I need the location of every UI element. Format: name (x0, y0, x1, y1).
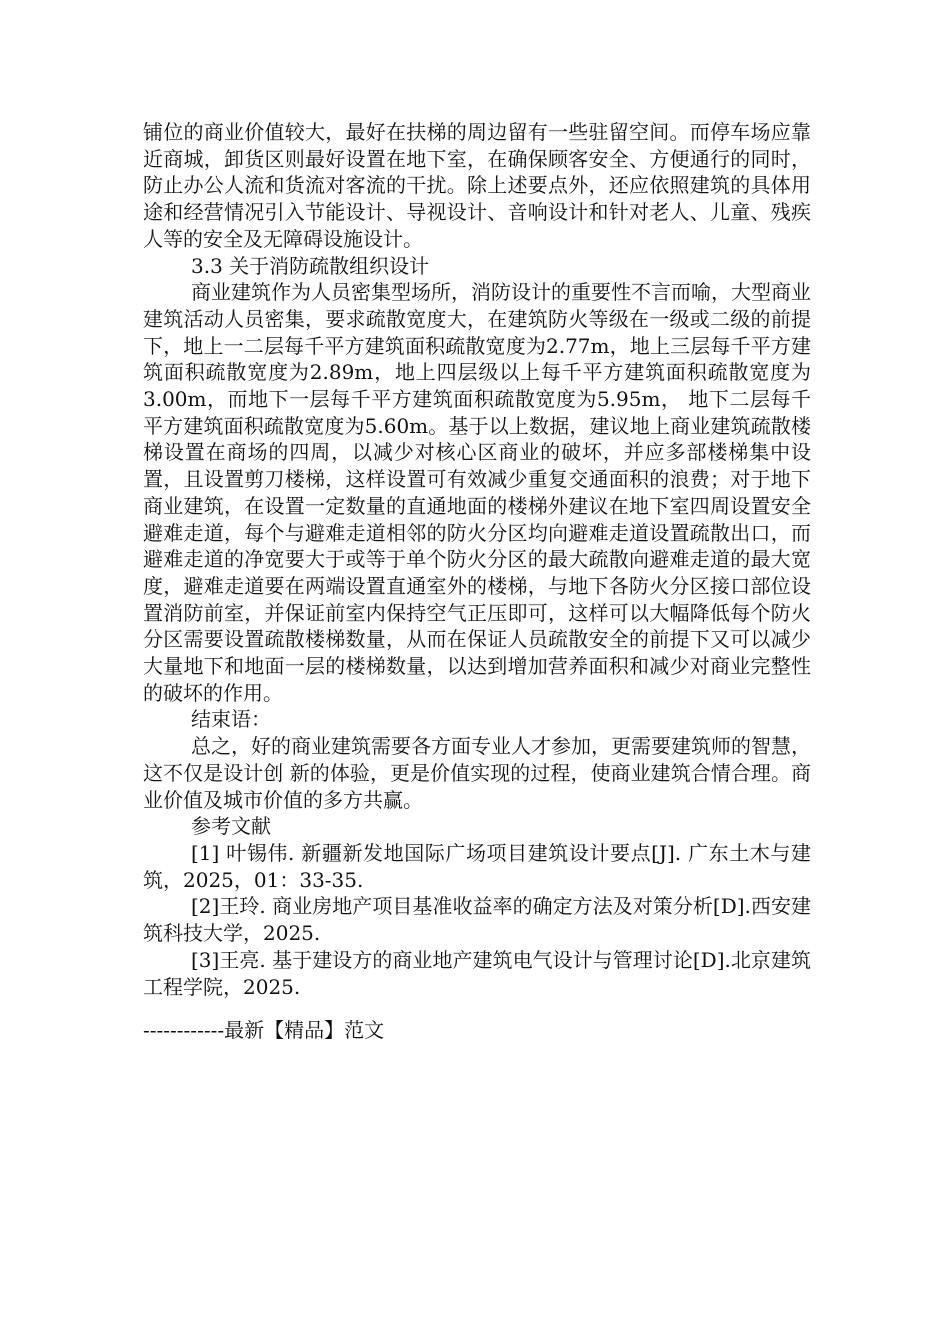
section-paragraph: 商业建筑作为人员密集型场所，消防设计的重要性不言而喻，大型商业建筑活动人员密集，要求疏散宽度大，在建筑防火等级在一级或二级的前提下，地上一二层每千平方建筑面积疏散宽度为2.77m，地上三层每千平方建筑面积疏散宽度为2.89m，地上四层级以上每千平方建筑面积疏散宽度为3.00m，而地下一层每千平方建筑面积疏散宽度为5.95m， 地下二层每千平方建筑面积疏散宽度为5.60m。基于以上数据，建议地上商业建筑疏散楼梯设置在商场的四周，以减少对核心区商业的破坏，并应多部楼梯集中设置，且设置剪刀楼梯，这样设置可有效减少重复交通面积的浪费；对于地下商业建筑，在设置一定数量的直通地面的楼梯外建议在地下室四周设置安全避难走道，每个与避难走道相邻的防火分区均向避难走道设置疏散出口，而避难走道的净宽要大于或等于单个防火分区的最大疏散向避难走道的最大宽度，避难走道要在两端设置直通室外的楼梯，与地下各防火分区接口部位设置消防前室，并保证前室内保持空气正压即可，这样可以大幅降低每个防火分区需要设置疏散楼梯数量，从而在保证人员疏散安全的前提下又可以减少大量地下和地面一层的楼梯数量，以达到增加营养面积和减少对商业完整性的破坏的作用。 (143, 280, 811, 705)
conclusion-paragraph: 总之，好的商业建筑需要各方面专业人才参加，更需要建筑师的智慧，这不仅是设计创 新的体验，更是价值实现的过程，使商业建筑合情合理。商业价值及城市价值的多方共赢。 (143, 734, 811, 812)
document-body (143, 119, 811, 1000)
conclusion-heading: 结束语： (191, 707, 271, 732)
references-heading: 参考文献 (191, 814, 271, 839)
intro-paragraph: 铺位的商业价值较大，最好在扶梯的周边留有一些驻留空间。而停车场应靠近商城，卸货区则最好设置在地下室，在确保顾客安全、方便通行的同时，防止办公人流和货流对客流的干扰。除上述要点外，还应依照建筑的具体用途和经营情况引入节能设计、导视设计、音响设计和针对老人、儿童、残疾人等的安全及无障碍设施设计。 (143, 120, 811, 251)
reference-item: [2]王玲. 商业房地产项目基准收益率的确定方法及对策分析[D].西安建筑科技大学，2025. (143, 894, 811, 946)
footer-text: ------------最新【精品】范文 (143, 1018, 385, 1042)
reference-item: [3]王亮. 基于建设方的商业地产建筑电气设计与管理讨论[D].北京建筑工程学院，2025. (143, 947, 811, 999)
section-heading: 3.3 关于消防疏散组织设计 (191, 253, 430, 278)
reference-item: [1] 叶锡伟. 新疆新发地国际广场项目建筑设计要点[J]. 广东土木与建筑，2025，01：33-35. (143, 840, 811, 892)
